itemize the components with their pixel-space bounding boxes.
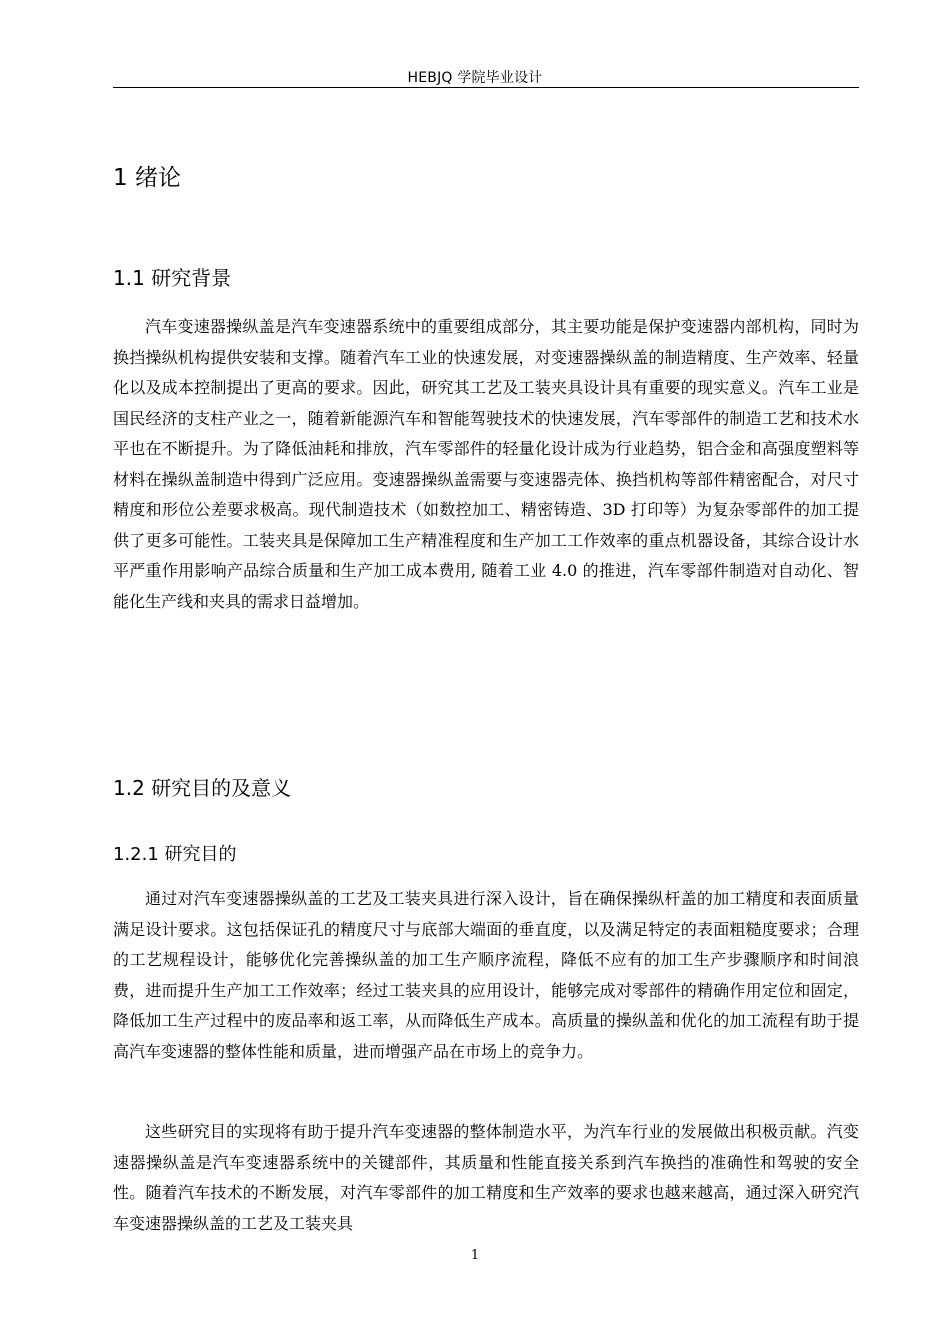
page-number: 1 [470, 1248, 480, 1263]
section-heading-1-1: 1.1 研究背景 [113, 266, 232, 290]
section-heading-1-2: 1.2 研究目的及意义 [113, 776, 292, 800]
chapter-title: 1 绪论 [113, 165, 181, 191]
paragraph-research-purpose-2: 这些研究目的实现将有助于提升汽车变速器的整体制造水平，为汽车行业的发展做出积极贡献。汽变速器操纵盖是汽车变速器系统中的关键部件，其质量和性能直接关系到汽车换挡的准确性和驾驶的安全性。随着汽车技术的不断发展，对汽车零部件的加工精度和生产效率的要求也越来越高，通过深入研究汽车变速器操纵盖的工艺及工装夹具 [113, 1122, 859, 1233]
subsection-heading-1-2-1: 1.2.1 研究目的 [113, 844, 237, 865]
paragraph-research-purpose-1: 通过对汽车变速器操纵盖的工艺及工装夹具进行深入设计，旨在确保操纵杆盖的加工精度和表面质量满足设计要求。这包括保证孔的精度尺寸与底部大端面的垂直度，以及满足特定的表面粗糙度要求；合理的工艺规程设计，能够优化完善操纵盖的加工生产顺序流程，降低不应有的加工生产步骤顺序和时间浪费，进而提升生产加工工作效率；经过工装夹具的应用设计，能够完成对零部件的精确作用定位和固定，降低加工生产过程中的废品率和返工率，从而降低生产成本。高质量的操纵盖和优化的加工流程有助于提高汽车变速器的整体性能和质量，进而增强产品在市场上的竞争力。 [113, 889, 859, 1061]
header-rule [113, 87, 859, 88]
paragraph-research-background: 汽车变速器操纵盖是汽车变速器系统中的重要组成部分，其主要功能是保护变速器内部机构，同时为换挡操纵机构提供安装和支撑。随着汽车工业的快速发展，对变速器操纵盖的制造精度、生产效率、轻量化以及成本控制提出了更高的要求。因此，研究其工艺及工装夹具设计具有重要的现实意义。汽车工业是国民经济的支柱产业之一，随着新能源汽车和智能驾驶技术的快速发展，汽车零部件的制造工艺和技术水平也在不断提升。为了降低油耗和排放，汽车零部件的轻量化设计成为行业趋势，铝合金和高强度塑料等材料在操纵盖制造中得到广泛应用。变速器操纵盖需要与变速器壳体、换挡机构等部件精密配合，对尺寸精度和形位公差要求极高。现代制造技术（如数控加工、精密铸造、3D 打印等）为复杂零部件的加工提供了更多可能性。工装夹具是保障加工生产精准程度和生产加工工作效率的重点机器设备，其综合设计水平严重作用影响产品综合质量和生产加工成本费用, 随着工业 4.0 的推进，汽车零部件制造对自动化、智能化生产线和夹具的需求日益增加。 [113, 317, 859, 611]
running-header: HEBJQ 学院毕业设计 [407, 70, 543, 86]
